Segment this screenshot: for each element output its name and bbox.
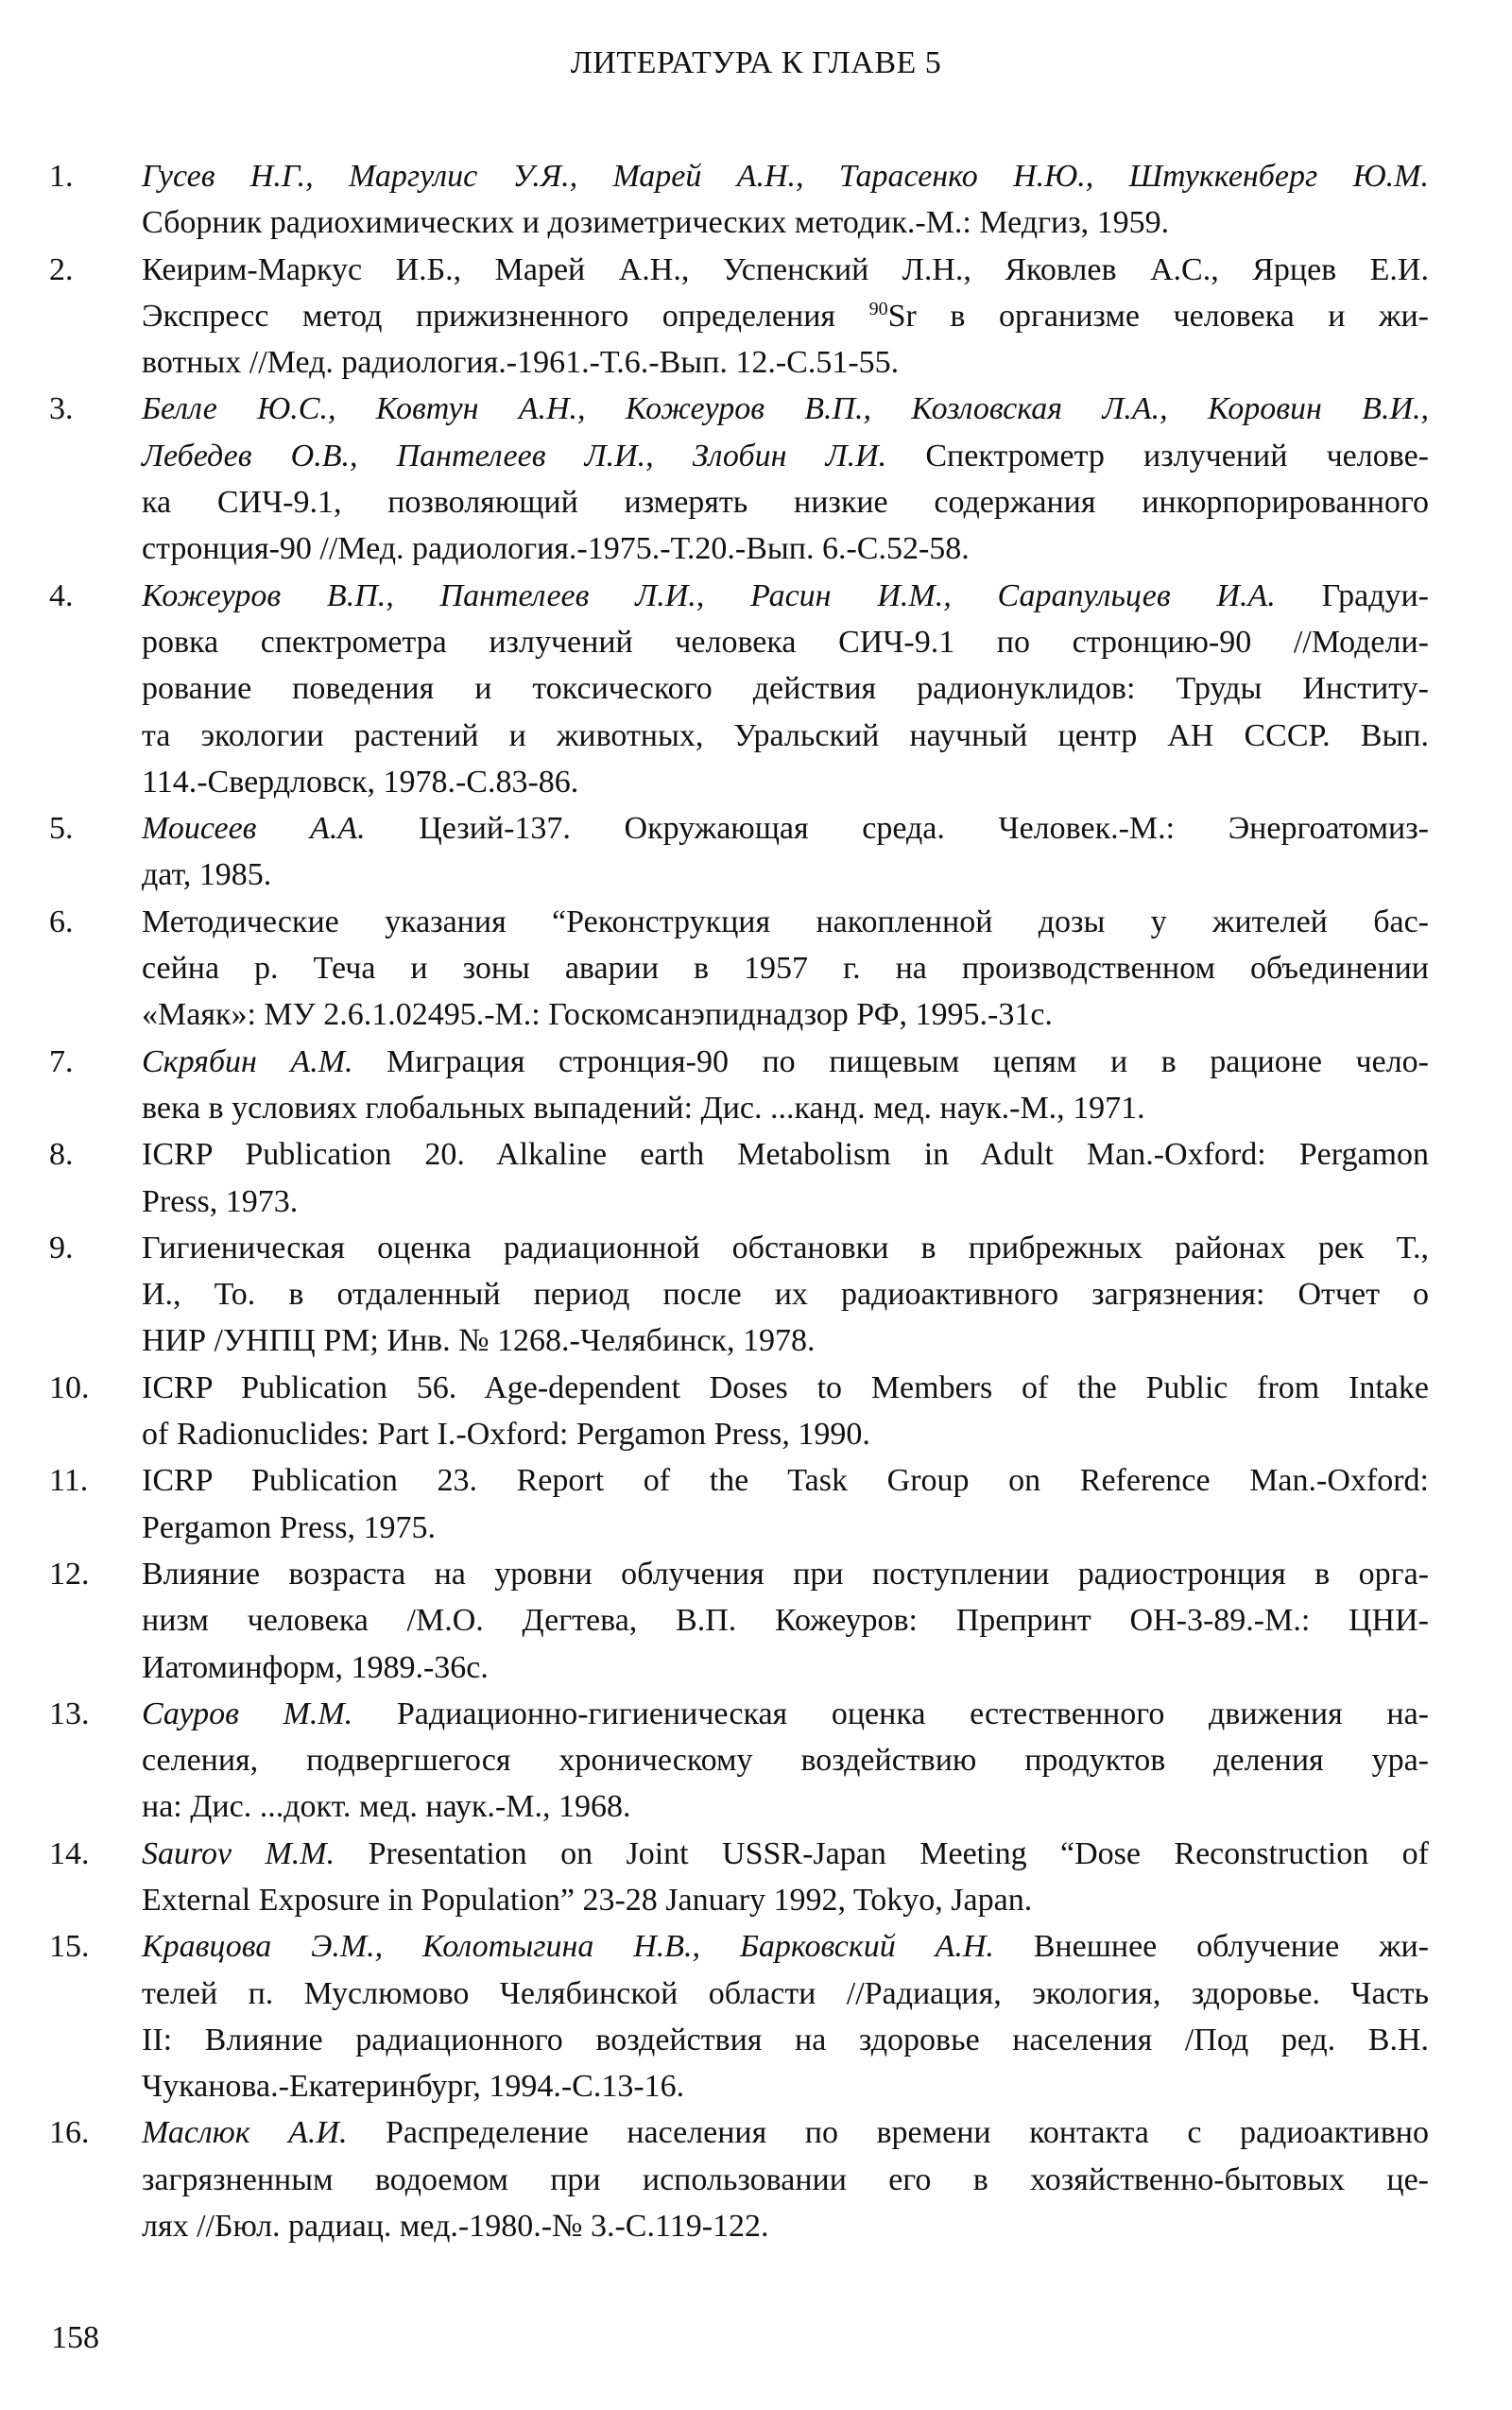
line-text — [142, 1505, 436, 1551]
line-text — [142, 2017, 1429, 2063]
text-segment: Внешнее облучение жи- — [993, 1929, 1429, 1965]
text-segment: Pergamon Press, 1975. — [142, 1509, 437, 1545]
reference-item — [0, 1923, 1512, 2109]
line-text — [142, 2109, 1429, 2156]
line-text — [142, 339, 899, 386]
text-segment: Иатоминформ, 1989.-36с. — [142, 1649, 489, 1685]
text-segment: Presentation on Joint USSR-Japan Meeting “Dose Reconstruction of — [335, 1835, 1429, 1871]
text-segment: Сборник радиохимических и дозиметрических методик.-М.: Медгиз, 1959. — [142, 205, 1170, 241]
reference-item — [0, 1365, 1512, 1458]
reference-item — [0, 1551, 1512, 1691]
reference-line — [142, 991, 1429, 1038]
line-text — [142, 991, 1053, 1038]
reference-line — [142, 1783, 1429, 1830]
reference-line — [142, 479, 1429, 525]
line-text — [142, 479, 1429, 525]
reference-number: 2. — [49, 251, 74, 287]
line-text — [142, 713, 1429, 759]
line-text — [142, 2157, 1429, 2203]
text-segment: сейна р. Теча и зоны аварии в 1957 г. на производственном объединении — [142, 951, 1429, 987]
reference-item — [0, 899, 1512, 1039]
text-segment: века в условиях глобальных выпадений: Дис. ...канд. мед. наук.-М., 1971. — [142, 1090, 1145, 1126]
text-segment: Экспресс метод прижизненного определения — [142, 298, 869, 334]
reference-number: 5. — [49, 811, 74, 847]
text-segment: НИР /УНПЦ РМ; Инв. № 1268.-Челябинск, 1978. — [142, 1323, 816, 1359]
reference-line — [142, 1225, 1429, 1271]
text-segment: «Маяк»: МУ 2.6.1.02495.-М.: Госкомсанэпиднадзор РФ, 1995.-31с. — [142, 997, 1053, 1033]
reference-line — [142, 2157, 1429, 2203]
line-text — [142, 1365, 1429, 1411]
page-number: 158 — [51, 2320, 99, 2355]
reference-item — [0, 1691, 1512, 1831]
reference-line — [142, 899, 1429, 945]
text-segment: И., То. в отдаленный период после их радиоактивного загрязнения: Отчет о — [142, 1277, 1429, 1313]
text-segment: вотных //Мед. радиология.-1961.-Т.6.-Вып. 12.-С.51-55. — [142, 345, 900, 381]
reference-number: 3. — [49, 391, 74, 427]
reference-line — [142, 1597, 1429, 1644]
line-text — [142, 525, 970, 572]
reference-number: 15. — [49, 1929, 90, 1965]
text-segment: загрязненным водоемом при использовании его в хозяйственно-бытовых це- — [142, 2161, 1429, 2197]
reference-number: 13. — [49, 1696, 90, 1731]
reference-line — [142, 805, 1429, 852]
reference-line — [142, 1923, 1429, 1970]
reference-line — [142, 433, 1429, 479]
text-segment: Спектрометр излучений челове- — [886, 438, 1429, 473]
line-text — [142, 1783, 630, 1830]
line-text — [142, 247, 1429, 293]
text-segment: Радиационно-гигиеническая оценка естественного движения на- — [352, 1696, 1429, 1731]
reference-line — [142, 713, 1429, 759]
text-segment: рование поведения и токсического действия радионуклидов: Труды Институ- — [142, 671, 1429, 707]
authors-italic: Скрябин А.М. — [142, 1043, 353, 1079]
text-segment: Цезий-137. Окружающая среда. Человек.-М.: Энергоатомиз- — [365, 811, 1429, 847]
text-segment: ICRP Publication 23. Report of the Task Group on Reference Man.-Oxford: — [142, 1463, 1429, 1499]
reference-item — [0, 573, 1512, 805]
authors-italic: Гусев Н.Г., Маргулис У.Я., Марей А.Н., Тарасенко Н.Ю., Штуккенберг Ю.М. — [142, 159, 1429, 194]
line-text — [142, 852, 271, 898]
line-text — [142, 1457, 1429, 1504]
reference-line — [142, 759, 1429, 805]
reference-number: 4. — [49, 577, 74, 613]
line-text — [142, 1551, 1429, 1597]
line-text — [142, 665, 1429, 712]
reference-line — [142, 1551, 1429, 1597]
text-segment: of Radionuclides: Part I.-Oxford: Pergamon Press, 1990. — [142, 1417, 870, 1453]
reference-number: 14. — [49, 1835, 90, 1871]
reference-item — [0, 1039, 1512, 1132]
text-segment: Гигиеническая оценка радиационной обстановки в прибрежных районах рек Т., — [142, 1230, 1429, 1265]
line-text — [142, 1691, 1429, 1737]
text-segment: низм человека /М.О. Дегтева, В.П. Кожеуров: Препринт ОН-3-89.-М.: ЦНИ- — [142, 1603, 1429, 1639]
line-text — [142, 1225, 1429, 1271]
text-segment: Чуканова.-Екатеринбург, 1994.-С.13-16. — [142, 2069, 685, 2105]
reference-number: 12. — [49, 1556, 90, 1592]
reference-item — [0, 2109, 1512, 2249]
reference-line — [142, 945, 1429, 991]
reference-line — [142, 1365, 1429, 1411]
reference-line — [142, 525, 1429, 572]
reference-line — [142, 247, 1429, 293]
reference-item — [0, 386, 1512, 572]
line-text — [142, 945, 1429, 991]
reference-line — [142, 619, 1429, 665]
line-text — [142, 619, 1429, 665]
reference-line — [142, 1039, 1429, 1085]
text-segment: лях //Бюл. радиац. мед.-1980.-№ 3.-С.119-122. — [142, 2209, 769, 2245]
reference-item — [0, 805, 1512, 899]
text-segment: Методические указания “Реконструкция накопленной дозы у жителей бас- — [142, 904, 1429, 939]
reference-line — [142, 1179, 1429, 1225]
text-segment: ICRP Publication 56. Age-dependent Doses to Members of the Public from Intake — [142, 1369, 1429, 1405]
line-text — [142, 1039, 1429, 1085]
reference-line — [142, 665, 1429, 712]
line-text — [142, 805, 1429, 852]
reference-line — [142, 1831, 1429, 1877]
reference-line — [142, 2017, 1429, 2063]
text-segment: ICRP Publication 20. Alkaline earth Metabolism in Adult Man.-Oxford: Pergamon — [142, 1137, 1429, 1173]
reference-line — [142, 1085, 1429, 1131]
line-text — [142, 433, 1429, 479]
reference-line — [142, 1971, 1429, 2017]
text-segment: телей п. Муслюмово Челябинской области //Радиация, экология, здоровье. Часть — [142, 1975, 1429, 2011]
text-segment: 114.-Свердловск, 1978.-С.83-86. — [142, 764, 579, 800]
reference-line — [142, 852, 1429, 898]
reference-number: 8. — [49, 1137, 74, 1173]
reference-number: 16. — [49, 2115, 90, 2151]
line-text — [142, 1271, 1429, 1317]
authors-italic: Saurov M.M. — [142, 1835, 335, 1871]
reference-line — [142, 1411, 1429, 1457]
line-text — [142, 293, 1429, 339]
reference-list — [0, 153, 1512, 2249]
text-segment: дат, 1985. — [142, 857, 272, 893]
reference-line — [142, 1691, 1429, 1737]
authors-italic: Сауров М.М. — [142, 1696, 353, 1731]
reference-line — [142, 1317, 1429, 1364]
reference-line — [142, 1271, 1429, 1317]
text-segment: ка СИЧ-9.1, позволяющий измерять низкие содержания инкорпорированного — [142, 485, 1429, 521]
line-text — [142, 573, 1429, 619]
authors-italic: Белле Ю.С., Ковтун А.Н., Кожеуров В.П., Козловская Л.А., Коровин В.И., — [142, 391, 1429, 427]
reference-line — [142, 386, 1429, 432]
line-text — [142, 1179, 298, 1225]
reference-line — [142, 153, 1429, 199]
line-text — [142, 1644, 489, 1691]
reference-number: 1. — [49, 159, 74, 194]
line-text — [142, 1317, 815, 1364]
reference-line — [142, 2203, 1429, 2249]
reference-line — [142, 1131, 1429, 1178]
reference-number: 10. — [49, 1369, 90, 1405]
reference-number: 9. — [49, 1230, 74, 1265]
reference-line — [142, 339, 1429, 386]
line-text — [142, 1411, 870, 1457]
reference-line — [142, 1457, 1429, 1504]
text-segment: Градуи- — [1275, 577, 1430, 613]
superscript: 90 — [868, 298, 888, 319]
line-text — [142, 1737, 1429, 1783]
text-segment: Press, 1973. — [142, 1183, 299, 1219]
line-text — [142, 2063, 684, 2109]
reference-number: 11. — [49, 1463, 89, 1499]
authors-italic: Маслюк А.И. — [142, 2115, 348, 2151]
reference-item — [0, 1457, 1512, 1551]
text-segment: External Exposure in Population” 23-28 January 1992, Tokyo, Japan. — [142, 1882, 1033, 1918]
text-segment: II: Влияние радиационного воздействия на здоровье населения /Под ред. В.Н. — [142, 2022, 1429, 2057]
reference-line — [142, 293, 1429, 339]
line-text — [142, 199, 1169, 246]
text-segment: Распределение населения по времени контакта с радиоактивно — [347, 2115, 1429, 2151]
text-segment: Влияние возраста на уровни облучения при поступлении радиостронция в орга- — [142, 1556, 1429, 1592]
reference-number: 7. — [49, 1043, 74, 1079]
reference-line — [142, 2109, 1429, 2156]
reference-item — [0, 1831, 1512, 1924]
reference-item — [0, 247, 1512, 387]
text-segment: стронция-90 //Мед. радиология.-1975.-Т.20.-Вып. 6.-С.52-58. — [142, 531, 970, 567]
authors-italic: Моисеев А.А. — [142, 811, 366, 847]
reference-line — [142, 1644, 1429, 1691]
line-text — [142, 899, 1429, 945]
text-segment: на: Дис. ...докт. мед. наук.-М., 1968. — [142, 1789, 631, 1825]
text-segment: селения, подвергшегося хроническому воздействию продуктов деления ура- — [142, 1743, 1429, 1779]
line-text — [142, 1923, 1429, 1970]
authors-italic: Кожеуров В.П., Пантелеев Л.И., Расин И.М., Сарапульцев И.А. — [142, 577, 1276, 613]
reference-line — [142, 1505, 1429, 1551]
reference-line — [142, 2063, 1429, 2109]
line-text — [142, 759, 578, 805]
line-text — [142, 2203, 769, 2249]
text-segment: ровка спектрометра излучений человека СИЧ-9.1 по стронцию-90 //Модели- — [142, 624, 1429, 660]
reference-line — [142, 1877, 1429, 1923]
line-text — [142, 1831, 1429, 1877]
line-text — [142, 1131, 1429, 1178]
reference-item — [0, 153, 1512, 247]
text-segment: Sr в организме человека и жи- — [887, 298, 1429, 334]
page-title: ЛИТЕРАТУРА К ГЛАВЕ 5 — [570, 45, 942, 80]
text-segment: та экологии растений и животных, Уральский научный центр АН СССР. Вып. — [142, 717, 1429, 753]
text-segment: Миграция стронция-90 по пищевым цепям и в рационе чело- — [352, 1043, 1429, 1079]
reference-number: 6. — [49, 904, 74, 939]
reference-item — [0, 1131, 1512, 1225]
reference-line — [142, 199, 1429, 246]
authors-italic: Лебедев О.В., Пантелеев Л.И., Злобин Л.И. — [142, 438, 887, 473]
line-text — [142, 1085, 1145, 1131]
line-text — [142, 386, 1429, 432]
text-segment: Кеирим-Маркус И.Б., Марей А.Н., Успенский Л.Н., Яковлев А.С., Ярцев Е.И. — [142, 251, 1429, 287]
line-text — [142, 1971, 1429, 2017]
line-text — [142, 153, 1429, 199]
line-text — [142, 1877, 1032, 1923]
reference-item — [0, 1225, 1512, 1365]
reference-line — [142, 573, 1429, 619]
authors-italic: Кравцова Э.М., Колотыгина Н.В., Барковский А.Н. — [142, 1929, 994, 1965]
reference-line — [142, 1737, 1429, 1783]
line-text — [142, 1597, 1429, 1644]
